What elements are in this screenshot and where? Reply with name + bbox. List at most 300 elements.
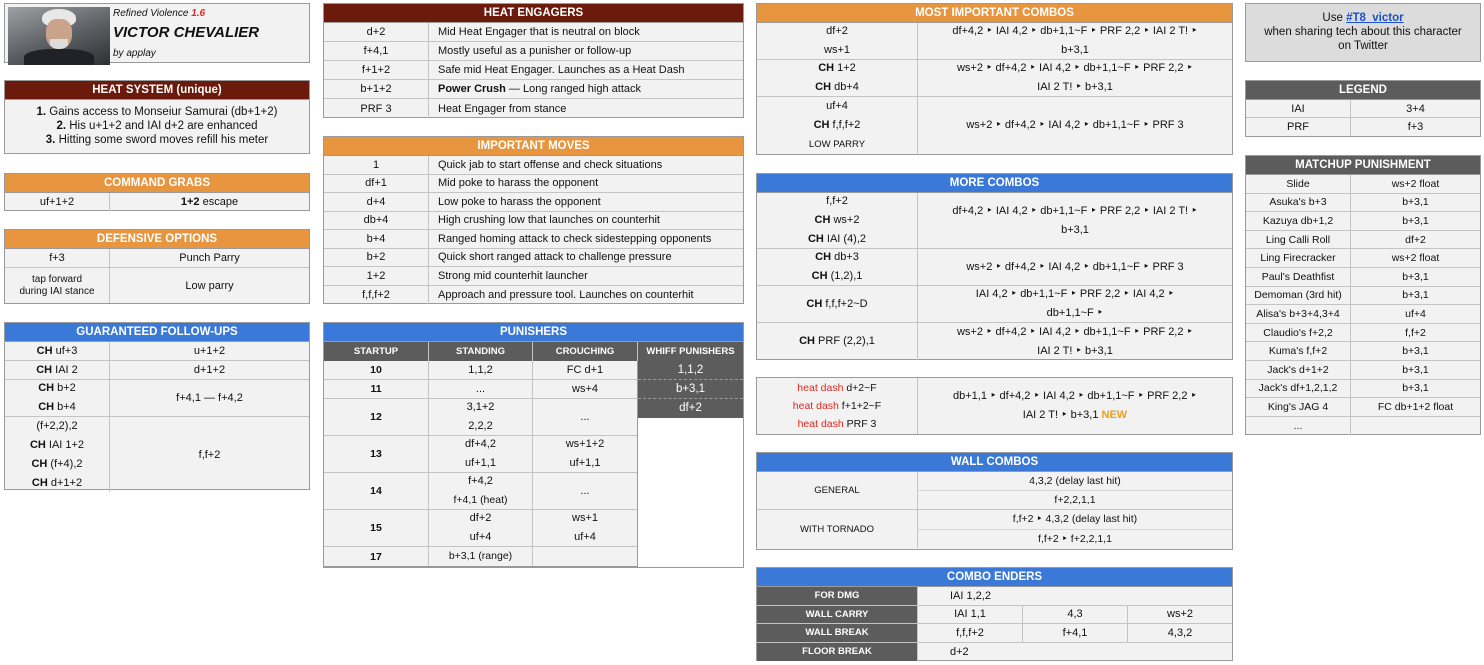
wall-combos-title: WALL COMBOS	[757, 453, 1232, 472]
line-number: 1.	[36, 106, 47, 118]
standing-header: STANDING	[429, 342, 533, 361]
punisher-row	[324, 510, 637, 547]
heat-system-line	[5, 133, 309, 147]
ender-cell	[1138, 643, 1232, 662]
matchup-move: Slide	[1246, 175, 1351, 193]
heat-system-lines	[5, 100, 309, 147]
matchup-row	[1246, 175, 1480, 194]
heat-system-panel	[4, 80, 310, 154]
starter-input: uf+4	[826, 99, 848, 112]
starter-input: d+1+2	[47, 476, 83, 489]
matchup-punish: b+3,1	[1402, 196, 1429, 209]
matchup-punish: b+3,1	[1402, 289, 1429, 302]
move-row	[324, 193, 743, 212]
heat-dash-starter	[798, 415, 877, 433]
startup-frame: 15	[324, 510, 429, 546]
matchup-move: Jack's df+1,2,1,2	[1246, 380, 1351, 398]
punishers-header-row	[324, 342, 743, 361]
route-line: b+3,1	[1061, 44, 1089, 56]
starter-input: 1+2	[834, 62, 856, 74]
more-combos-panel	[756, 173, 1233, 360]
crouching-punishers	[533, 436, 637, 472]
standing-punishers	[429, 473, 533, 509]
heat-system-line	[5, 119, 309, 133]
heat-system-title: HEAT SYSTEM (unique)	[5, 81, 309, 100]
crouching-punishers	[533, 547, 637, 566]
character-name: VICTOR CHEVALIER	[113, 24, 260, 41]
combo-starters	[757, 249, 918, 285]
punisher-row	[324, 399, 637, 436]
legend-row	[1246, 100, 1480, 118]
counter-hit-tag: CH	[811, 270, 828, 282]
important-moves-panel	[323, 136, 744, 304]
starter	[826, 22, 848, 41]
counter-hit-tag: CH	[31, 457, 48, 470]
followup-result: d+1+2	[193, 364, 226, 376]
crouching-punisher: uf+1,1	[569, 457, 601, 469]
matchup-punish: ws+2 float	[1391, 252, 1440, 265]
move-input: b+2	[324, 249, 429, 267]
move-row	[324, 175, 743, 194]
matchup-move: Claudio's f+2,2	[1246, 324, 1351, 342]
matchup-punish: b+3,1	[1402, 382, 1429, 395]
matchup-move: Alisa's b+3+4,3+4	[1246, 305, 1351, 323]
crouching-punisher: ...	[580, 484, 590, 497]
crouching-punishers	[533, 361, 637, 379]
startup-frame: 17	[324, 547, 429, 566]
followup-row	[5, 380, 309, 417]
starter-input: IAI (4),2	[823, 233, 867, 245]
matchup-row	[1246, 194, 1480, 213]
move-row	[324, 267, 743, 286]
matchup-row	[1246, 287, 1480, 306]
starter	[818, 59, 856, 78]
counter-hit-tag: CH	[813, 118, 830, 131]
wall-route: f,f+2 ‣ 4,3,2 (delay last hit)	[918, 510, 1232, 530]
counter-hit-tag: CH	[814, 214, 831, 226]
ender-cell: IAI 1,1	[918, 606, 1023, 624]
starter-input: IAI 2	[52, 363, 78, 376]
whiff-punishers	[638, 361, 743, 418]
combo-starters	[757, 97, 918, 153]
crouching-header: CROUCHING	[533, 342, 638, 361]
matchup-row	[1246, 212, 1480, 231]
engager-text: Heat Engager from stance	[438, 102, 567, 115]
punisher-row	[324, 547, 637, 566]
matchup-row	[1246, 305, 1480, 324]
whiff-punisher: b+3,1	[638, 380, 743, 399]
matchup-move: Demoman (3rd hit)	[1246, 287, 1351, 305]
route-line: b+3,1	[1061, 223, 1089, 236]
important-moves-title: IMPORTANT MOVES	[324, 137, 743, 156]
move-row	[324, 249, 743, 268]
starter	[799, 332, 875, 351]
matchup-punishment-panel	[1245, 155, 1481, 435]
ender-label: WALL CARRY	[757, 606, 918, 624]
crouching-punisher: ws+1	[572, 512, 598, 524]
author: by applay	[113, 48, 156, 59]
combo-ender-row	[757, 624, 1232, 643]
standing-punisher: 2,2,2	[468, 420, 493, 432]
new-tag: NEW	[1101, 409, 1128, 421]
move-row	[324, 156, 743, 175]
route-line: IAI 4,2 ‣ db+1,1~F ‣ PRF 2,2 ‣ IAI 4,2 ‣	[975, 288, 1175, 300]
standing-punisher: f+4,2	[468, 475, 493, 487]
starter	[31, 455, 82, 474]
combo-row	[757, 323, 1232, 360]
matchup-row	[1246, 268, 1480, 287]
command-grabs-title: COMMAND GRABS	[5, 174, 309, 193]
move-desc: Quick jab to start offense and check situations	[438, 158, 663, 171]
combo-route	[918, 286, 1232, 322]
engager-desc	[429, 99, 743, 118]
crouching-punisher: ws+1+2	[565, 438, 605, 450]
title-card	[4, 3, 310, 63]
starter	[812, 267, 863, 286]
startup-frame: 13	[324, 436, 429, 472]
matchup-punish: b+3,1	[1402, 363, 1429, 376]
legend-key: PRF	[1246, 118, 1351, 136]
starter-input: f,f+2	[826, 195, 848, 207]
combo-route	[918, 23, 1232, 59]
punisher-row	[324, 436, 637, 473]
route-line: IAI 2 T! ‣ b+3,1	[1037, 81, 1113, 93]
wall-combos-panel	[756, 452, 1233, 550]
defensive-row	[5, 268, 309, 303]
move-desc: High crushing low that launches on counterhit	[438, 214, 660, 227]
engager-input: d+2	[324, 23, 429, 41]
followup-row	[5, 417, 309, 492]
starter	[826, 192, 848, 211]
combo-starters	[757, 286, 918, 322]
ender-cell	[1044, 587, 1138, 605]
matchup-move: Ling Firecracker	[1246, 249, 1351, 267]
wall-combo-routes	[918, 510, 1232, 548]
starter-input: f,f,f+2~D	[822, 297, 868, 310]
matchup-punish: b+3,1	[1402, 270, 1429, 283]
starter-input: db+3	[831, 251, 859, 263]
guaranteed-followups-title: GUARANTEED FOLLOW-UPS	[5, 323, 309, 342]
wall-combo-routes	[918, 472, 1232, 509]
starter	[38, 398, 76, 417]
move-desc: Ranged homing attack to check sidestepping opponents	[438, 232, 712, 245]
route-line: df+4,2 ‣ IAI 4,2 ‣ db+1,1~F ‣ PRF 2,2 ‣ IAI 2 T! ‣	[952, 204, 1198, 217]
twitter-note: Use #T8_victor when sharing tech about this character on Twitter	[1245, 3, 1481, 62]
starter	[815, 78, 859, 97]
heat-dash-tag: heat dash	[797, 418, 844, 430]
power-crush-label: Power Crush	[438, 83, 506, 95]
line-text: His u+1+2 and IAI d+2 are enhanced	[69, 120, 258, 132]
whiff-punisher: df+2	[679, 402, 702, 414]
crouching-punisher: FC d+1	[566, 363, 604, 376]
combo-row	[757, 193, 1232, 249]
line-text: Gains access to Monseiur Samurai (db+1+2)	[49, 106, 278, 118]
more-combos-title: MORE COMBOS	[757, 174, 1232, 193]
crouching-punishers	[533, 510, 637, 546]
legend-title: LEGEND	[1246, 81, 1480, 100]
move-desc: Low poke to harass the opponent	[438, 195, 601, 208]
starter-input: f,f,f+2	[829, 118, 861, 131]
starter-input: b+2	[54, 382, 76, 394]
combo-row	[757, 249, 1232, 286]
combo-ender-row	[757, 606, 1232, 625]
crouching-punisher: uf+4	[574, 531, 596, 543]
combo-enders-title: COMBO ENDERS	[757, 568, 1232, 587]
starter	[808, 230, 866, 249]
defensive-desc: Low parry	[185, 279, 234, 292]
combo-route	[918, 60, 1232, 96]
followup-result: u+1+2	[193, 345, 226, 357]
starter-input: (f+2,2),2	[36, 419, 78, 432]
matchup-move: Jack's d+1+2	[1246, 361, 1351, 379]
heat-dash-starter	[797, 379, 876, 397]
engager-desc	[429, 61, 743, 79]
combo-ender-row	[757, 643, 1232, 662]
whiff-punisher: 1,1,2	[638, 361, 743, 380]
matchup-row	[1246, 380, 1480, 399]
ender-cell: d+2	[950, 645, 969, 658]
character-portrait	[8, 7, 110, 65]
twitter-line: when sharing tech about this character	[1264, 26, 1462, 38]
matchup-punish: b+3,1	[1402, 345, 1429, 358]
heat-system-line	[5, 105, 309, 119]
tagline: Refined Violence 1.6	[113, 8, 206, 19]
starter	[36, 417, 77, 436]
wall-route: f+2,2,1,1	[1054, 494, 1096, 506]
counter-hit-tag: CH	[29, 438, 46, 451]
ender-cell: f+4,1	[1023, 624, 1128, 642]
combo-row	[757, 23, 1232, 60]
command-grabs-panel	[4, 173, 310, 211]
starter	[826, 97, 848, 116]
punisher-row	[324, 473, 637, 510]
engager-desc	[429, 23, 743, 41]
starter	[806, 295, 867, 314]
matchup-move: Ling Calli Roll	[1246, 231, 1351, 249]
ender-cell: IAI 1,2,2	[950, 589, 991, 602]
followup-row	[5, 361, 309, 380]
counter-hit-tag: CH	[815, 81, 832, 93]
heat-engager-row	[324, 99, 743, 118]
crouching-punishers	[533, 399, 637, 435]
heat-dash-route: db+1,1 ‣ df+4,2 ‣ IAI 4,2 ‣ db+1,1~F ‣ PRF 2,2 ‣ IAI 2 T! ‣ b+3,1 NEW	[952, 390, 1198, 421]
defensive-row	[5, 249, 309, 268]
engager-text: Mid Heat Engager that is neutral on block	[438, 26, 640, 38]
starter	[815, 211, 860, 230]
hashtag-link[interactable]: #T8_victor	[1346, 12, 1404, 24]
counter-hit-tag: CH	[38, 401, 55, 413]
counter-hit-tag: CH	[799, 335, 815, 347]
counter-hit-tag: CH	[807, 233, 824, 245]
wall-combo-row	[757, 472, 1232, 510]
move-input: f,f,f+2	[324, 286, 429, 305]
matchup-move: Paul's Deathfist	[1246, 268, 1351, 286]
standing-punisher: b+3,1 (range)	[448, 550, 513, 562]
matchup-move: ...	[1246, 417, 1351, 436]
wall-route: f,f+2 ‣ f+2,2,1,1	[1038, 532, 1112, 545]
starter	[36, 361, 78, 380]
combo-route	[918, 323, 1232, 360]
startup-frame: 10	[324, 361, 429, 379]
combo-ender-row	[757, 587, 1232, 606]
move-input: db+4	[324, 212, 429, 230]
matchup-move: King's JAG 4	[1246, 398, 1351, 416]
move-row	[324, 286, 743, 305]
matchup-punish: df+2	[1405, 233, 1426, 246]
starter-input: db+4	[831, 81, 859, 93]
starter-input: (f+4),2	[47, 457, 83, 470]
wall-combo-label: GENERAL	[757, 472, 918, 509]
followup-inputs	[5, 380, 110, 416]
matchup-punish: uf+4	[1405, 307, 1426, 320]
standing-punisher: uf+1,1	[465, 457, 496, 469]
engager-text: Safe mid Heat Engager. Launches as a Heat Dash	[438, 64, 685, 76]
starter	[824, 41, 850, 60]
combo-enders-panel	[756, 567, 1233, 661]
counter-hit-tag: CH	[818, 62, 835, 74]
standing-punishers	[429, 436, 533, 472]
starter-input: PRF (2,2),1	[814, 335, 875, 347]
standing-punisher: 1,1,2	[468, 363, 493, 376]
engager-input: PRF 3	[324, 99, 429, 118]
wall-route: 4,3,2 (delay last hit)	[918, 472, 1232, 491]
punishers-panel	[323, 322, 744, 568]
ender-label: FLOOR BREAK	[757, 643, 918, 662]
standing-punisher: f+4,1 (heat)	[453, 494, 508, 506]
route-line: ws+2 ‣ df+4,2 ‣ IAI 4,2 ‣ db+1,1~F ‣ PRF 2,2 ‣	[956, 62, 1194, 74]
heat-engager-row	[324, 61, 743, 80]
engager-desc	[429, 80, 743, 98]
heat-dash-starter	[793, 397, 881, 415]
crouching-punishers	[533, 380, 637, 398]
standing-punisher: ...	[475, 382, 486, 395]
starter-input: ws+1	[824, 44, 850, 56]
counter-hit-tag: CH	[38, 382, 55, 394]
route-line: ws+2 ‣ df+4,2 ‣ IAI 4,2 ‣ db+1,1~F ‣ PRF 3	[966, 118, 1184, 131]
standing-punishers	[429, 547, 533, 566]
heat-engagers-panel	[323, 3, 744, 118]
matchup-move: Kuma's f,f+2	[1246, 342, 1351, 360]
legend-value: f+3	[1407, 121, 1424, 133]
ender-cell: 4,3	[1023, 606, 1128, 624]
defensive-options-title: DEFENSIVE OPTIONS	[5, 230, 309, 249]
starter-input: f+1+2~F	[838, 400, 882, 412]
route-line: db+1,1~F ‣	[1046, 307, 1104, 319]
heat-engager-row	[324, 23, 743, 42]
standing-punishers	[429, 380, 533, 398]
counter-hit-tag: CH	[815, 251, 832, 263]
defensive-input: f+3	[5, 249, 110, 267]
move-input: b+4	[324, 230, 429, 248]
startup-frame: 11	[324, 380, 429, 398]
followup-inputs	[5, 342, 110, 360]
matchup-row	[1246, 342, 1480, 361]
engager-input: f+1+2	[324, 61, 429, 79]
starter-input: b+4	[54, 401, 76, 413]
starter	[809, 135, 865, 154]
route-line: IAI 2 T! ‣ b+3,1	[1037, 344, 1113, 357]
line-number: 3.	[45, 134, 56, 146]
engager-desc	[429, 42, 743, 60]
legend-value: 3+4	[1406, 102, 1425, 115]
move-input: df+1	[324, 175, 429, 193]
wall-combo-label: WITH TORNADO	[757, 510, 918, 548]
starter	[815, 248, 859, 267]
grab-escape: 1+2 escape	[180, 196, 239, 208]
combo-starters	[757, 60, 918, 96]
move-input: d+4	[324, 193, 429, 211]
combo-row	[757, 286, 1232, 323]
counter-hit-tag: CH	[31, 476, 48, 489]
move-desc: Strong mid counterhit launcher	[438, 269, 588, 282]
standing-punishers	[429, 399, 533, 435]
engager-text: Mostly useful as a punisher or follow-up	[438, 45, 632, 57]
counter-hit-tag: CH	[36, 344, 53, 357]
standing-punishers	[429, 510, 533, 546]
starter-input: LOW PARRY	[808, 138, 866, 150]
followup-result: f,f+2	[198, 448, 221, 461]
ender-cell	[1138, 587, 1232, 605]
move-row	[324, 230, 743, 249]
ender-cell: 4,3,2	[1167, 626, 1193, 639]
standing-punisher: 3,1+2	[466, 401, 495, 413]
crouching-punisher: ws+4	[572, 382, 598, 395]
heat-dash-starters	[757, 378, 918, 434]
punisher-row	[324, 361, 637, 380]
route-line: df+4,2 ‣ IAI 4,2 ‣ db+1,1~F ‣ PRF 2,2 ‣ IAI 2 T! ‣	[952, 25, 1198, 37]
starter	[37, 342, 78, 361]
legend-panel	[1245, 80, 1481, 137]
followup-row	[5, 342, 309, 361]
heat-dash-tag: heat dash	[797, 382, 844, 394]
matchup-row	[1246, 249, 1480, 268]
standing-punisher: uf+4	[469, 531, 492, 543]
matchup-row	[1246, 417, 1480, 436]
starter-input: df+2	[826, 25, 848, 37]
engager-text: — Long ranged high attack	[505, 83, 642, 95]
route-line: ws+2 ‣ df+4,2 ‣ IAI 4,2 ‣ db+1,1~F ‣ PRF 3	[966, 260, 1184, 273]
starter	[30, 436, 84, 455]
crouching-punishers	[533, 473, 637, 509]
matchup-row	[1246, 398, 1480, 417]
wall-combo-row	[757, 510, 1232, 548]
combo-row	[757, 60, 1232, 97]
defensive-options-panel	[4, 229, 310, 304]
starter-input: PRF 3	[843, 418, 877, 430]
standing-punishers	[429, 361, 533, 379]
most-important-combos-title: MOST IMPORTANT COMBOS	[757, 4, 1232, 23]
matchup-punish	[1351, 417, 1480, 436]
heat-engager-row	[324, 42, 743, 61]
defensive-input: tap forward during IAI stance	[5, 268, 110, 303]
starter	[814, 116, 861, 135]
ender-cell	[1044, 643, 1138, 662]
ender-label: FOR DMG	[757, 587, 918, 605]
matchup-punish: b+3,1	[1402, 214, 1429, 227]
standing-punisher: df+4,2	[465, 438, 496, 450]
starter-input: IAI 1+2	[45, 438, 85, 451]
startup-frame: 12	[324, 399, 429, 435]
punishers-title: PUNISHERS	[324, 323, 743, 342]
matchup-row	[1246, 231, 1480, 250]
engager-input: f+4,1	[324, 42, 429, 60]
combo-route	[918, 249, 1232, 285]
starter-input: (1,2),1	[827, 270, 863, 282]
starter-input: d+2~F	[843, 382, 877, 394]
ender-cell: ws+2	[1167, 608, 1193, 621]
move-input: 1+2	[324, 267, 429, 285]
whiff-punishers-header: WHIFF PUNISHERS	[638, 342, 743, 361]
